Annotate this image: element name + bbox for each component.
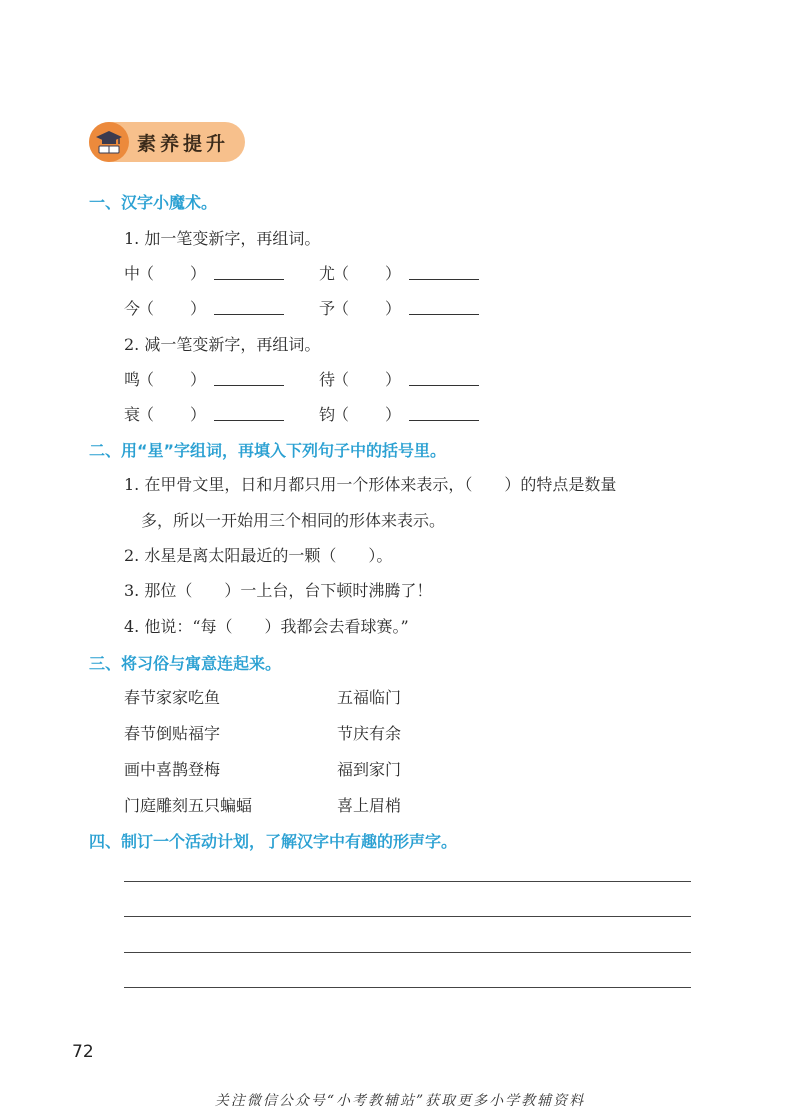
section2-question-4: 4. 他说：“每（ ）我都会去看球赛。” [124,617,409,636]
section2-question-1-line2: 多，所以一开始用三个相同的形体来表示。 [141,511,446,530]
exercise-character: 今 [124,299,141,318]
custom-item: 春节倒贴福字 [124,724,221,743]
writing-line[interactable] [124,987,691,988]
exercise-character: 待 [319,370,336,389]
custom-item: 画中喜鹊登梅 [124,760,221,779]
open-parenthesis: （ [333,370,350,389]
word-blank[interactable] [409,385,479,386]
close-parenthesis: ） [385,405,402,424]
open-parenthesis: （ [138,299,155,318]
section2-question-1-line1: 1. 在甲骨文里，日和月都只用一个形体来表示，（ ）的特点是数量 [124,475,617,494]
close-parenthesis: ） [190,370,207,389]
section3-heading: 三、将习俗与寓意连起来。 [89,654,282,673]
open-parenthesis: （ [138,405,155,424]
open-parenthesis: （ [333,405,350,424]
close-parenthesis: ） [190,264,207,283]
section2-question-3: 3. 那位（ ）一上台，台下顿时沸腾了！ [124,581,433,600]
close-parenthesis: ） [385,370,402,389]
meaning-item: 五福临门 [337,688,402,707]
word-blank[interactable] [214,279,284,280]
close-parenthesis: ） [190,299,207,318]
exercise-character: 衰 [124,405,141,424]
section-title: 素养提升 [137,133,230,155]
exercise-character: 钧 [319,405,336,424]
word-blank[interactable] [409,420,479,421]
close-parenthesis: ） [385,299,402,318]
meaning-item: 节庆有余 [337,724,402,743]
section-badge [89,122,245,162]
word-blank[interactable] [214,314,284,315]
section1-part2-label: 2. 减一笔变新字，再组词。 [124,335,321,354]
word-blank[interactable] [409,314,479,315]
footer-note: 关注微信公众号“小考教辅站”获取更多小学教辅资料 [214,1093,586,1109]
open-parenthesis: （ [333,299,350,318]
page-number: 72 [72,1042,94,1062]
word-blank[interactable] [214,385,284,386]
open-parenthesis: （ [138,370,155,389]
exercise-character: 予 [319,299,336,318]
word-blank[interactable] [409,279,479,280]
close-parenthesis: ） [385,264,402,283]
section1-part1-label: 1. 加一笔变新字，再组词。 [124,229,321,248]
open-parenthesis: （ [333,264,350,283]
exercise-character: 尤 [319,264,336,283]
graduation-cap-book-icon [89,122,129,162]
exercise-character: 中 [124,264,141,283]
section2-question-2: 2. 水星是离太阳最近的一颗（ ）。 [124,546,393,565]
meaning-item: 喜上眉梢 [337,796,402,815]
open-parenthesis: （ [138,264,155,283]
writing-line[interactable] [124,881,691,882]
custom-item: 门庭雕刻五只蝙蝠 [124,796,253,815]
custom-item: 春节家家吃鱼 [124,688,221,707]
writing-line[interactable] [124,916,691,917]
section2-heading: 二、用“星”字组词，再填入下列句子中的括号里。 [89,441,447,460]
close-parenthesis: ） [190,405,207,424]
exercise-character: 鸣 [124,370,141,389]
section1-heading: 一、汉字小魔术。 [89,193,218,212]
word-blank[interactable] [214,420,284,421]
writing-line[interactable] [124,952,691,953]
meaning-item: 福到家门 [337,760,402,779]
section4-heading: 四、制订一个活动计划，了解汉字中有趣的形声字。 [89,832,458,851]
